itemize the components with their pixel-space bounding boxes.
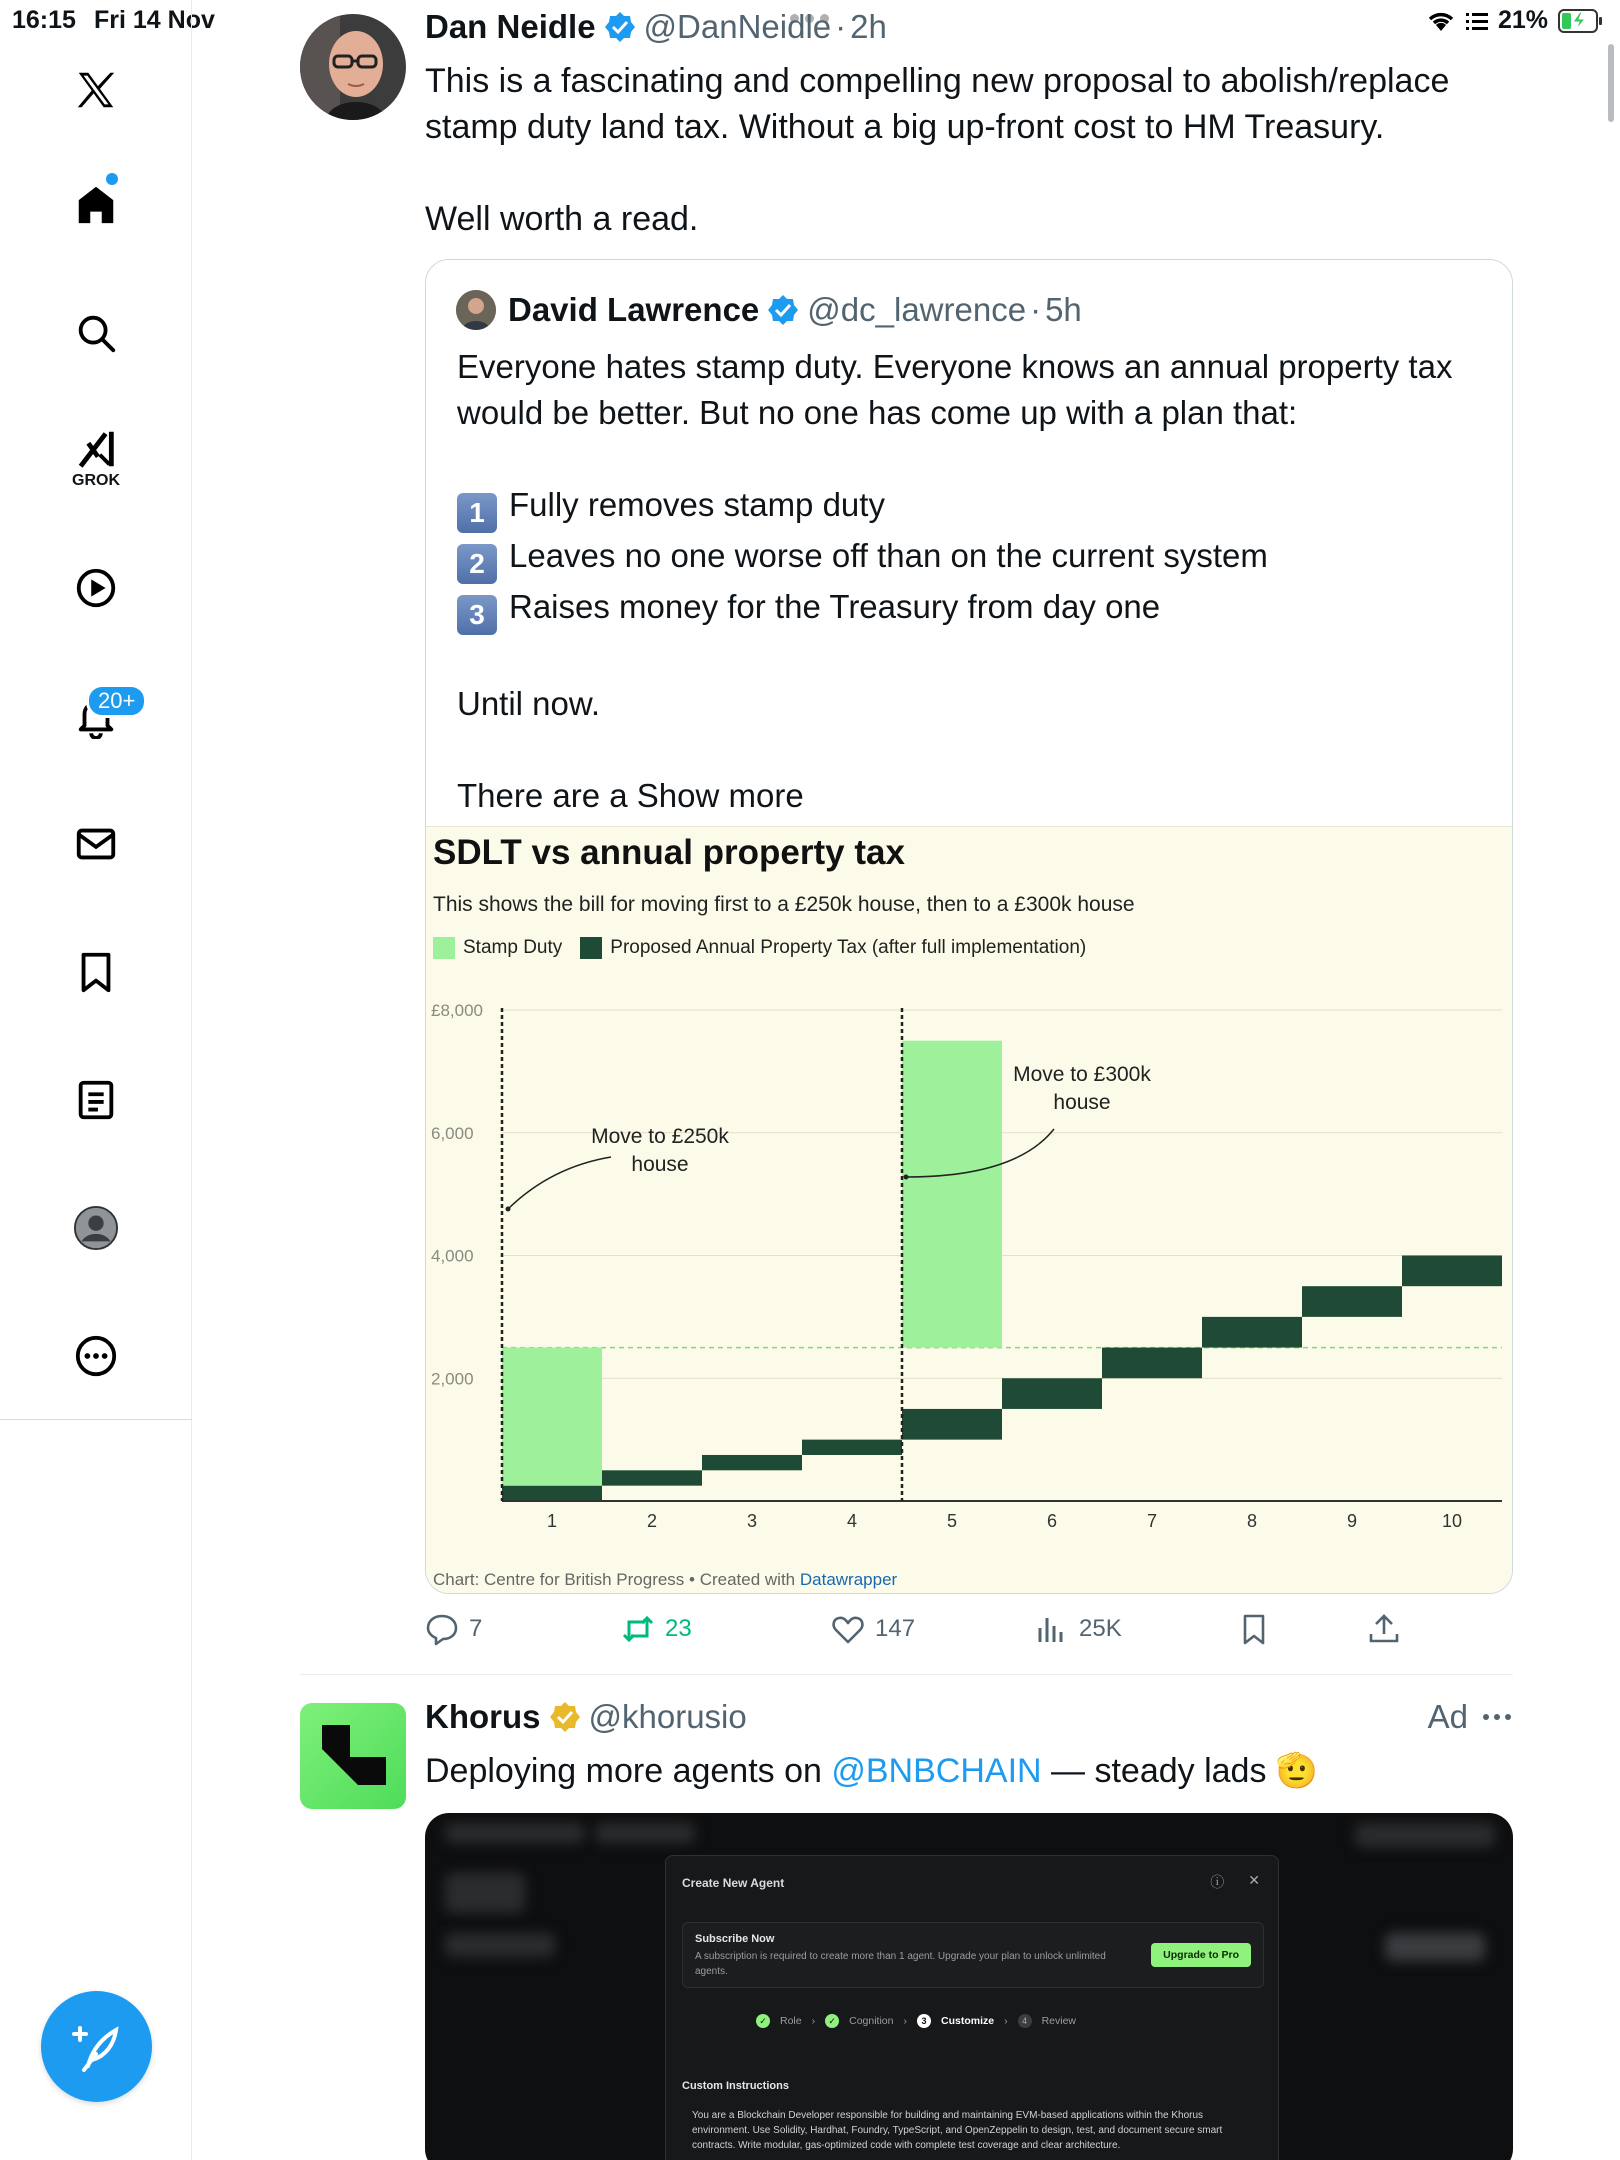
verified-gold-badge-icon [549, 1701, 581, 1733]
keycap-3-icon: 3 [457, 595, 497, 635]
bar-property-tax [502, 1486, 602, 1501]
quote-avatar[interactable] [456, 290, 496, 330]
sidebar [0, 0, 192, 2160]
annotation-label: house [631, 1153, 689, 1176]
tweet-header [425, 1698, 747, 1736]
grok-icon[interactable] [66, 418, 126, 498]
modal-icons [1210, 1872, 1260, 1892]
chevron-right-icon: › [903, 2015, 907, 2027]
ad-label: Ad [1427, 1698, 1468, 1735]
blurred-background [595, 1823, 695, 1843]
y-tick-label: 6,000 [431, 1123, 474, 1143]
x-tick-label: 9 [1346, 1511, 1358, 1531]
scrollbar[interactable] [1608, 44, 1614, 122]
repost-count: 23 [665, 1615, 692, 1642]
bar-property-tax [802, 1440, 902, 1455]
bookmark-icon [1237, 1612, 1271, 1646]
modal-title: Create New Agent [682, 1876, 785, 1890]
create-agent-modal [665, 1855, 1279, 2160]
tweet-text [425, 1748, 1318, 1794]
home-unread-dot [106, 173, 118, 185]
quote-author-name[interactable]: David Lawrence [508, 291, 760, 328]
author-name[interactable]: Khorus [425, 1698, 541, 1735]
annotation-label: Move to £250k [591, 1125, 729, 1148]
x-tick-label: 4 [846, 1511, 858, 1531]
compose-button[interactable] [41, 1991, 152, 2102]
bar-property-tax [702, 1455, 802, 1470]
status-time: 16:15 [12, 6, 76, 34]
views-chart-icon [1035, 1612, 1069, 1646]
upgrade-button: Upgrade to Pro [1151, 1943, 1251, 1967]
blurred-background [1385, 1933, 1485, 1961]
tweet-text-paragraph-2: Well worth a read. [425, 200, 699, 238]
tweet-text-paragraph: This is a fascinating and compelling new proposal to abolish/replace stamp duty land tax. Without a big up-front cost to HM Treasury. [425, 62, 1459, 146]
bar-property-tax [602, 1470, 702, 1485]
bar-property-tax [1002, 1378, 1102, 1409]
custom-instructions-title: Custom Instructions [682, 2080, 789, 2092]
step-label: Cognition [849, 2015, 894, 2027]
legend-label: Proposed Annual Property Tax (after full implementation) [610, 937, 1087, 958]
notifications-badge: 20+ [86, 684, 147, 718]
tweet-divider [300, 1674, 1513, 1675]
annotation-arrowhead [904, 1175, 909, 1180]
bookmark-button[interactable] [1237, 1612, 1271, 1646]
focus-list-icon [1466, 11, 1488, 31]
quote-line: Everyone hates stamp duty. Everyone knows an annual property tax would be better. But no one has come up with a plan that: [457, 348, 1462, 431]
timestamp[interactable]: 2h [850, 8, 887, 45]
bar-property-tax [1202, 1317, 1302, 1348]
bar-property-tax [902, 1409, 1002, 1440]
sidebar-divider [0, 1419, 192, 1420]
stepper [756, 2014, 1076, 2028]
avatar[interactable] [300, 14, 406, 120]
author-handle[interactable]: @khorusio [588, 1698, 747, 1735]
profile-avatar-icon[interactable] [66, 1198, 126, 1258]
like-count: 147 [875, 1615, 916, 1642]
y-tick-label: £8,000 [431, 1001, 483, 1020]
quote-author-handle[interactable]: @dc_lawrence [807, 291, 1027, 328]
subscribe-box [682, 1922, 1264, 1988]
chart-legend [433, 937, 1086, 959]
y-tick-label: 2,000 [431, 1369, 474, 1389]
battery-percent: 21% [1497, 6, 1548, 34]
reply-count: 7 [469, 1615, 483, 1642]
ad-label-group [1428, 1698, 1512, 1736]
step-number-icon: 4 [1018, 2014, 1032, 2028]
verified-badge-icon [767, 294, 799, 326]
annotation-arrow [508, 1157, 611, 1209]
heart-icon [831, 1612, 865, 1646]
reply-button[interactable] [425, 1612, 482, 1646]
x-tick-label: 1 [546, 1511, 558, 1531]
status-right [1426, 6, 1604, 35]
chart-footer [433, 1570, 897, 1590]
quote-line [457, 773, 1497, 819]
tweet-text-part: — steady lads [1041, 1752, 1276, 1790]
x-tick-label: 2 [646, 1511, 658, 1531]
x-tick-label: 10 [1441, 1511, 1463, 1531]
chart-image[interactable] [426, 826, 1513, 1594]
y-tick-label: 4,000 [431, 1246, 474, 1266]
bar-stamp-duty [902, 1041, 1002, 1348]
grok-label: GROK [72, 472, 120, 489]
annotation-arrowhead [506, 1207, 511, 1212]
step-label: Review [1041, 2015, 1077, 2027]
step-label: Customize [940, 2015, 995, 2027]
chevron-right-icon: › [811, 2015, 816, 2027]
list-item-text: Leaves no one worse off than on the current system [509, 537, 1268, 574]
tweet-text [425, 58, 1515, 242]
views-count: 25K [1079, 1615, 1122, 1642]
quote-line-text: There are a [457, 777, 628, 814]
quote-text [457, 344, 1497, 819]
author-handle[interactable]: @DanNeidle [643, 8, 832, 45]
wifi-icon [1426, 9, 1456, 33]
share-button[interactable] [1367, 1612, 1401, 1646]
custom-instructions-text: You are a Blockchain Developer responsible for building and maintaining EVM-based applications within the Khorus environment. Use Solidity, Hardhat, Foundry, TypeScript, and OpenZeppelin to design, test, and document secure smart contracts. Write modular, gas-optimized code with complete test coverage and clear architecture. [692, 2110, 1223, 2151]
verified-badge-icon [604, 11, 636, 43]
check-icon: ✓ [756, 2014, 770, 2028]
video-icon[interactable] [66, 558, 126, 618]
more-options-icon[interactable] [66, 1326, 126, 1386]
separator: · [1030, 291, 1042, 328]
chart-title: SDLT vs annual property tax [433, 833, 905, 872]
check-icon: ✓ [825, 2014, 839, 2028]
mention-link[interactable]: @BNBCHAIN [831, 1752, 1042, 1790]
blurred-background [445, 1873, 525, 1913]
subscribe-title: Subscribe Now [695, 1933, 775, 1945]
list-item [457, 584, 1497, 635]
status-date: Fri 14 Nov [94, 6, 215, 34]
chart-footer-text: Chart: Centre for British Progress • Created with [433, 1570, 800, 1589]
battery-charging-icon [1558, 9, 1604, 33]
legend-swatch-property-tax [580, 937, 602, 959]
subscribe-text: A subscription is required to create more than 1 agent. Upgrade your plan to unlock unlimited agents. [695, 1951, 1106, 1977]
tweet-actions [425, 1612, 1513, 1656]
x-tick-label: 6 [1046, 1511, 1058, 1531]
advertiser-avatar[interactable] [300, 1703, 406, 1809]
more-dots-icon[interactable] [1482, 1713, 1512, 1721]
spacer [457, 436, 1497, 482]
blurred-background [1355, 1823, 1495, 1847]
bar-property-tax [1302, 1286, 1402, 1317]
ad-media-image[interactable] [425, 1813, 1513, 2160]
bar-stamp-duty [502, 1348, 602, 1486]
x-tick-label: 7 [1146, 1511, 1158, 1531]
home-icon[interactable] [66, 174, 126, 234]
quoted-tweet[interactable] [425, 259, 1513, 1594]
chevron-right-icon: › [1004, 2015, 1008, 2027]
x-tick-label: 3 [746, 1511, 758, 1531]
step-label: Role [780, 2015, 802, 2027]
chart-subtitle: This shows the bill for moving first to a £250k house, then to a £300k house [433, 893, 1135, 916]
repost-icon [621, 1612, 655, 1646]
blurred-background [445, 1933, 555, 1957]
list-item [457, 482, 1497, 533]
tweet-header [425, 8, 887, 46]
quote-header [456, 290, 1082, 330]
keycap-2-icon: 2 [457, 544, 497, 584]
bar-property-tax [1102, 1348, 1202, 1379]
keycap-1-icon: 1 [457, 493, 497, 533]
x-tick-label: 8 [1246, 1511, 1258, 1531]
help-icon: ⓘ [1210, 1874, 1225, 1890]
x-tick-label: 5 [946, 1511, 958, 1531]
lists-icon[interactable] [66, 1070, 126, 1130]
reply-icon [425, 1612, 459, 1646]
list-item-text: Fully removes stamp duty [509, 486, 885, 523]
like-button[interactable] [831, 1612, 915, 1646]
separator: · [835, 8, 847, 45]
bar-property-tax [1402, 1256, 1502, 1287]
tweet-text-part: Deploying more agents on [425, 1752, 832, 1790]
quote-timestamp[interactable]: 5h [1045, 291, 1082, 328]
annotation-label: house [1053, 1091, 1111, 1114]
datawrapper-link[interactable]: Datawrapper [799, 1570, 898, 1589]
spacer [457, 635, 1497, 681]
bookmarks-icon[interactable] [66, 942, 126, 1002]
list-item [457, 533, 1497, 584]
author-name[interactable]: Dan Neidle [425, 8, 596, 45]
spacer [457, 727, 1497, 773]
annotation-label: Move to £300k [1013, 1063, 1151, 1086]
show-more-link[interactable]: Show more [636, 777, 804, 814]
legend-label: Stamp Duty [463, 937, 563, 958]
step-number-icon: 3 [917, 2014, 931, 2028]
views-button[interactable] [1035, 1612, 1122, 1646]
share-icon [1367, 1612, 1401, 1646]
x-logo-icon[interactable] [66, 60, 126, 120]
compose-feather-icon [70, 2020, 124, 2074]
quote-line: Until now. [457, 685, 601, 722]
salute-emoji: 🫡 [1275, 1752, 1319, 1790]
close-icon: ✕ [1248, 1872, 1260, 1888]
repost-button[interactable] [621, 1612, 692, 1646]
blurred-background [445, 1823, 585, 1843]
messages-icon[interactable] [66, 814, 126, 874]
legend-swatch-stamp-duty [433, 937, 455, 959]
list-item-text: Raises money for the Treasury from day one [509, 588, 1161, 625]
search-icon[interactable] [66, 303, 126, 363]
